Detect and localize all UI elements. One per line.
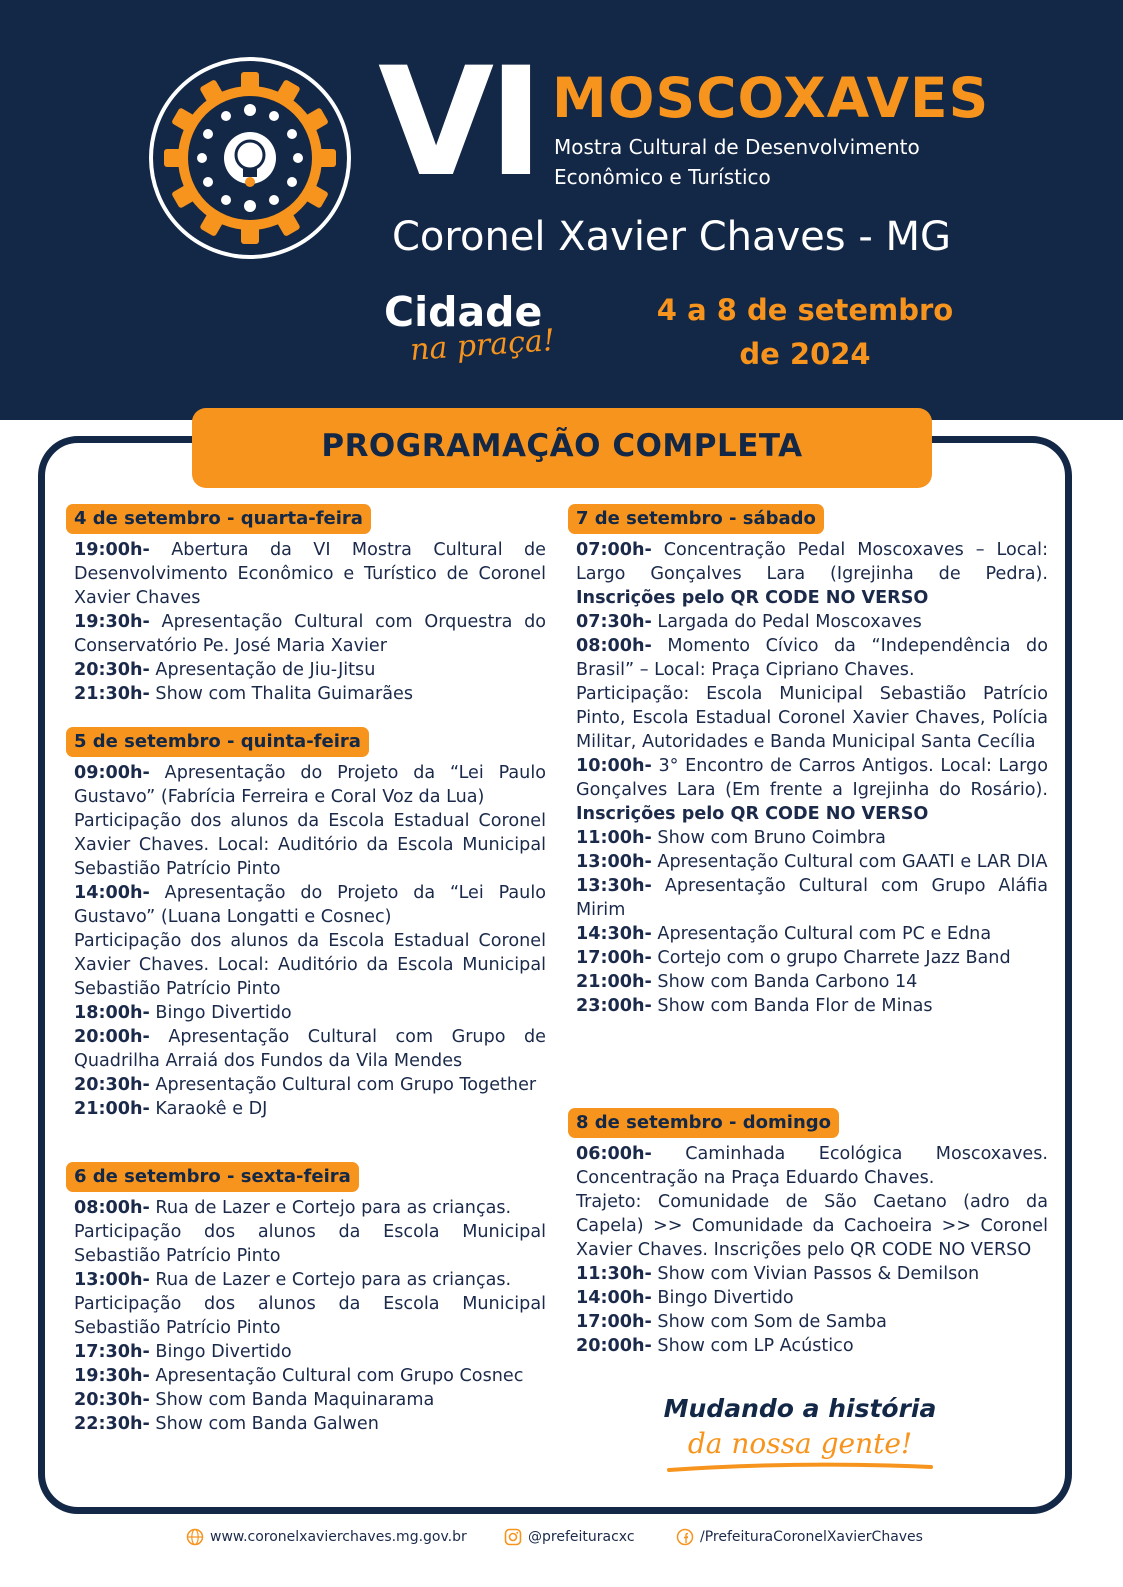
event-item	[74, 1097, 546, 1121]
event-time: 23:00h-	[576, 996, 652, 1016]
event-item	[576, 826, 1048, 850]
event-description: Cortejo com o grupo Charrete Jazz Band	[651, 948, 1011, 968]
event-time: 10:00h-	[576, 756, 652, 776]
day-section-sep-7	[568, 504, 1048, 1018]
tagline-underline-icon	[665, 1461, 935, 1475]
event-time: 13:00h-	[74, 1270, 150, 1290]
day-header: 8 de setembro - domingo	[568, 1108, 839, 1138]
day-section-sep-8	[568, 1108, 1048, 1358]
event-description: Apresentação de Jiu-Jitsu	[149, 660, 376, 680]
header-banner	[0, 0, 1123, 420]
event-description: Apresentação Cultural com Grupo de Quadrilha Arraiá dos Fundos da Vila Mendes	[74, 1027, 546, 1071]
registration-note: Inscrições pelo QR CODE NO VERSO	[713, 1240, 1032, 1260]
event-time: 20:30h-	[74, 660, 150, 680]
event-description: Apresentação do Projeto da “Lei Paulo Gustavo” (Fabrícia Ferreira e Coral Voz da Lua)	[74, 763, 546, 807]
event-time: 21:00h-	[74, 1099, 150, 1119]
event-item	[576, 922, 1048, 946]
event-dates	[640, 288, 970, 376]
event-note	[74, 809, 546, 881]
event-description: Apresentação Cultural com Orquestra do Conservatório Pe. José Maria Xavier	[74, 612, 546, 656]
event-time: 19:30h-	[74, 1366, 150, 1386]
event-subtitle: Mostra Cultural de Desenvolvimento Econômico e Turístico	[554, 135, 920, 189]
event-description: Participação dos alunos da Escola Municipal Sebastião Patrício Pinto	[74, 1294, 546, 1338]
registration-note: Inscrições pelo QR CODE NO VERSO	[576, 804, 929, 824]
event-description: Apresentação Cultural com PC e Edna	[651, 924, 992, 944]
event-description: Bingo Divertido	[651, 1288, 794, 1308]
tagline	[650, 1394, 950, 1479]
event-description: Show com Banda Flor de Minas	[651, 996, 933, 1016]
event-item	[576, 538, 1048, 610]
event-time: 22:30h-	[74, 1414, 150, 1434]
tagline-line1: Mudando a história	[663, 1394, 937, 1423]
day-section-sep-4	[66, 504, 546, 706]
event-time: 19:30h-	[74, 612, 150, 632]
event-item	[74, 881, 546, 929]
event-time: 20:00h-	[74, 1027, 150, 1047]
edition-roman-numeral: VI	[378, 36, 538, 210]
event-item	[74, 1340, 546, 1364]
instagram-icon	[504, 1528, 522, 1546]
event-item	[74, 1388, 546, 1412]
event-dates-line2: de 2024	[739, 337, 871, 371]
event-item	[74, 1073, 546, 1097]
event-description: Apresentação do Projeto da “Lei Paulo Gustavo” (Luana Longatti e Cosnec)	[74, 883, 546, 927]
event-item	[74, 1025, 546, 1073]
event-item	[74, 1412, 546, 1436]
event-time: 09:00h-	[74, 763, 150, 783]
event-item	[74, 1196, 546, 1220]
event-item	[576, 1334, 1048, 1358]
event-description: Participação dos alunos da Escola Municipal Sebastião Patrício Pinto	[74, 1222, 546, 1266]
event-item	[576, 1142, 1048, 1190]
event-description: Show com Som de Samba	[651, 1312, 887, 1332]
event-description: Show com Vivian Passos & Demilson	[651, 1264, 980, 1284]
event-description: Rua de Lazer e Cortejo para as crianças.	[149, 1270, 512, 1290]
event-item	[74, 1364, 546, 1388]
event-item	[576, 1310, 1048, 1334]
event-list	[74, 538, 546, 706]
event-note	[576, 682, 1048, 754]
facebook-icon	[676, 1528, 694, 1546]
event-description: Apresentação Cultural com Grupo Together	[149, 1075, 537, 1095]
event-description: Participação dos alunos da Escola Estadual Coronel Xavier Chaves. Local: Auditório da Escola Municipal Sebastião Patrício Pinto	[74, 811, 546, 879]
event-item	[74, 610, 546, 658]
moscoxaves-gear-logo-icon	[148, 56, 352, 260]
event-time: 18:00h-	[74, 1003, 150, 1023]
event-description: Show com Bruno Coimbra	[651, 828, 886, 848]
event-time: 21:30h-	[74, 684, 150, 704]
event-time: 19:00h-	[74, 540, 150, 560]
event-item	[576, 946, 1048, 970]
footer	[0, 1524, 1123, 1564]
event-time: 07:00h-	[576, 540, 652, 560]
event-dates-line1: 4 a 8 de setembro	[656, 293, 954, 327]
footer-website[interactable]	[186, 1524, 467, 1550]
slogan-main: Cidade	[384, 288, 543, 336]
event-description: Abertura da VI Mostra Cultural de Desenvolvimento Econômico e Turístico de Coronel Xavier Chaves	[74, 540, 546, 608]
registration-note: Inscrições pelo QR CODE NO VERSO	[576, 588, 929, 608]
event-time: 14:00h-	[74, 883, 150, 903]
event-time: 17:30h-	[74, 1342, 150, 1362]
event-time: 07:30h-	[576, 612, 652, 632]
event-description: Largada do Pedal Moscoxaves	[651, 612, 922, 632]
event-description: 3° Encontro de Carros Antigos. Local: Largo Gonçalves Lara (Em frente a Igrejinha do Rosário).	[576, 756, 1048, 800]
event-item	[576, 634, 1048, 682]
event-list	[576, 1142, 1048, 1358]
event-description: Karaokê e DJ	[149, 1099, 268, 1119]
event-description: Participação: Escola Municipal Sebastião Patrício Pinto, Escola Estadual Coronel Xavier Chaves, Polícia Militar, Autoridades e Banda Municipal Santa Cecília	[576, 684, 1048, 752]
event-note	[74, 1220, 546, 1268]
event-time: 13:30h-	[576, 876, 652, 896]
event-time: 21:00h-	[576, 972, 652, 992]
event-brand-title: MOSCOXAVES	[552, 66, 990, 130]
event-item	[74, 682, 546, 706]
event-description: Show com LP Acústico	[651, 1336, 854, 1356]
event-item	[74, 1001, 546, 1025]
event-time: 14:30h-	[576, 924, 652, 944]
slogan-script: na praça!	[408, 322, 556, 369]
event-list	[74, 761, 546, 1121]
program-title: PROGRAMAÇÃO COMPLETA	[321, 428, 803, 464]
day-header: 4 de setembro - quarta-feira	[66, 504, 371, 534]
event-list	[74, 1196, 546, 1436]
event-time: 08:00h-	[74, 1198, 150, 1218]
event-item	[576, 874, 1048, 922]
event-description: Momento Cívico da “Independência do Brasil” – Local: Praça Cipriano Chaves.	[576, 636, 1048, 680]
event-time: 08:00h-	[576, 636, 652, 656]
event-item	[576, 610, 1048, 634]
event-item	[576, 1286, 1048, 1310]
event-description: Apresentação Cultural com Grupo Cosnec	[149, 1366, 524, 1386]
event-item	[576, 994, 1048, 1018]
globe-icon	[186, 1528, 204, 1546]
event-time: 14:00h-	[576, 1288, 652, 1308]
event-description: Participação dos alunos da Escola Estadual Coronel Xavier Chaves. Local: Auditório da Escola Municipal Sebastião Patrício Pinto	[74, 931, 546, 999]
event-description: Caminhada Ecológica Moscoxaves. Concentração na Praça Eduardo Chaves.	[576, 1144, 1048, 1188]
event-time: 13:00h-	[576, 852, 652, 872]
footer-facebook-text: /PrefeituraCoronelXavierChaves	[700, 1529, 923, 1545]
day-section-sep-5	[66, 727, 546, 1121]
event-description: Show com Banda Carbono 14	[651, 972, 918, 992]
city-name: Coronel Xavier Chaves - MG	[392, 214, 951, 260]
event-description: Show com Banda Maquinarama	[149, 1390, 435, 1410]
event-list	[576, 538, 1048, 1018]
day-header: 5 de setembro - quinta-feira	[66, 727, 369, 757]
event-note	[74, 929, 546, 1001]
footer-instagram-text: @prefeituracxc	[528, 1529, 635, 1545]
event-item	[576, 1262, 1048, 1286]
event-time: 17:00h-	[576, 1312, 652, 1332]
day-header: 7 de setembro - sábado	[568, 504, 824, 534]
event-item	[74, 538, 546, 610]
event-description: Show com Thalita Guimarães	[149, 684, 413, 704]
footer-instagram[interactable]	[504, 1524, 635, 1550]
event-description: Bingo Divertido	[149, 1003, 292, 1023]
tagline-line2: da nossa gente!	[687, 1427, 913, 1460]
event-time: 20:30h-	[74, 1390, 150, 1410]
day-section-sep-6	[66, 1162, 546, 1436]
event-description: Trajeto: Comunidade de São Caetano (adro da Capela) >> Comunidade da Cachoeira >> Coronel Xavier Chaves.	[576, 1192, 1048, 1260]
footer-website-text: www.coronelxavierchaves.mg.gov.br	[210, 1529, 467, 1545]
event-time: 17:00h-	[576, 948, 652, 968]
event-item	[74, 658, 546, 682]
event-note	[576, 1190, 1048, 1262]
event-description: Show com Banda Galwen	[149, 1414, 379, 1434]
event-time: 06:00h-	[576, 1144, 652, 1164]
event-note	[74, 1292, 546, 1340]
event-time: 11:30h-	[576, 1264, 652, 1284]
event-time: 11:00h-	[576, 828, 652, 848]
event-description: Bingo Divertido	[149, 1342, 292, 1362]
event-item	[576, 970, 1048, 994]
event-description: Concentração Pedal Moscoxaves – Local: Largo Gonçalves Lara (Igrejinha de Pedra).	[576, 540, 1048, 584]
event-item	[576, 754, 1048, 826]
event-description: Apresentação Cultural com Grupo Aláfia Mirim	[576, 876, 1048, 920]
event-item	[74, 1268, 546, 1292]
event-time: 20:00h-	[576, 1336, 652, 1356]
event-item	[74, 761, 546, 809]
footer-facebook[interactable]	[676, 1524, 923, 1550]
day-header: 6 de setembro - sexta-feira	[66, 1162, 359, 1192]
event-item	[576, 850, 1048, 874]
event-description: Rua de Lazer e Cortejo para as crianças.	[149, 1198, 512, 1218]
event-description: Apresentação Cultural com GAATI e LAR DIA	[651, 852, 1048, 872]
event-time: 20:30h-	[74, 1075, 150, 1095]
